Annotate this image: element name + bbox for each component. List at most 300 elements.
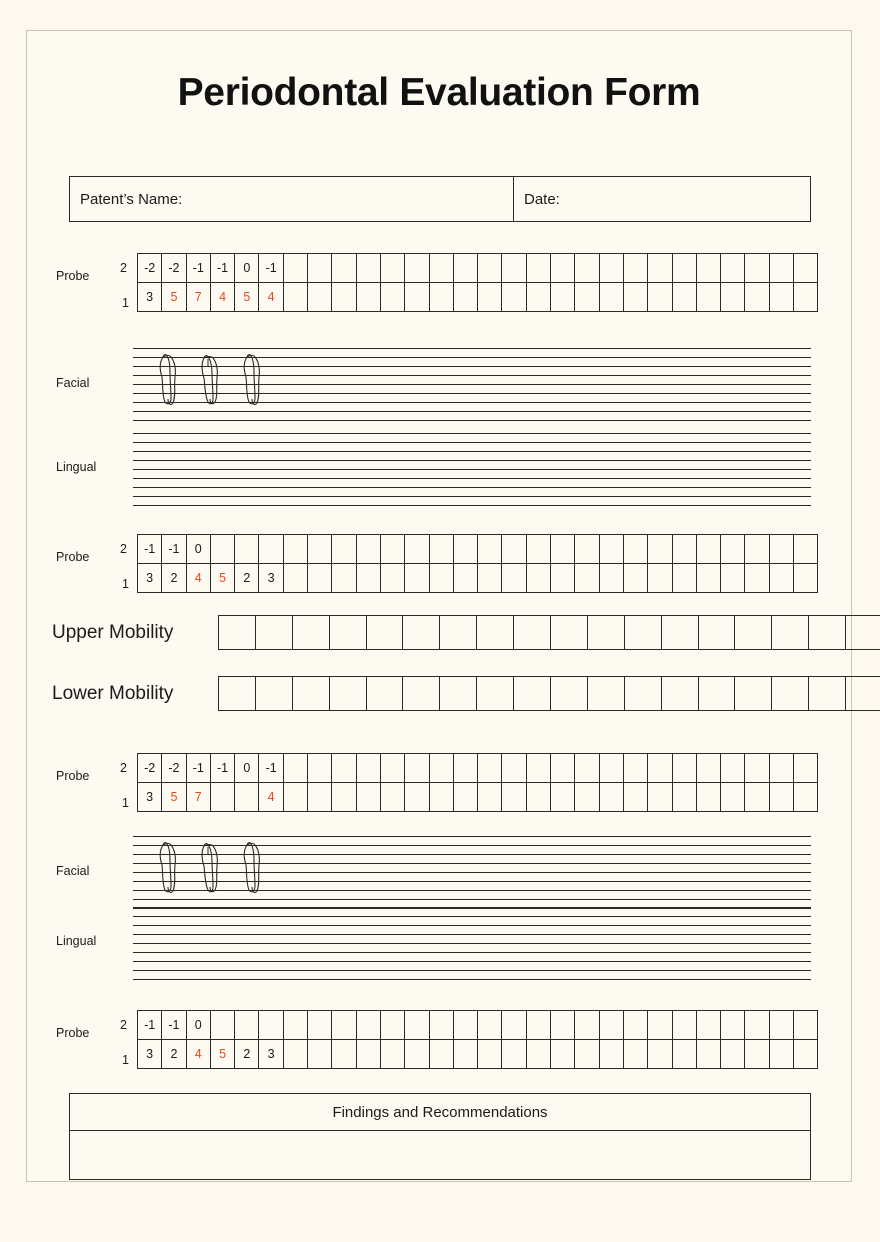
probe-cell[interactable]	[745, 535, 769, 563]
probe-cell[interactable]: 2	[235, 564, 259, 592]
lower-lingual-label: Lingual	[56, 934, 97, 948]
chart-rule-line	[133, 469, 811, 470]
probe-cell[interactable]	[745, 564, 769, 592]
probe-cell[interactable]	[259, 535, 283, 563]
probe-cell[interactable]	[381, 783, 405, 811]
probe-cell[interactable]	[624, 283, 648, 311]
chart-rule-line	[133, 925, 811, 926]
mobility-cell[interactable]	[588, 616, 625, 649]
probe-cell[interactable]: -1	[162, 535, 186, 563]
probe-cell[interactable]	[575, 1040, 599, 1068]
probe-cell[interactable]: 2	[235, 1040, 259, 1068]
tooth-sketch-upper-2	[199, 353, 231, 408]
probe-cell[interactable]	[478, 1011, 502, 1039]
probe-cell[interactable]	[454, 783, 478, 811]
mobility-cell[interactable]	[367, 616, 404, 649]
probe-cell[interactable]	[624, 564, 648, 592]
lower-probe-bottom-label: Probe	[56, 1026, 90, 1040]
mobility-cell[interactable]	[551, 616, 588, 649]
mobility-cell[interactable]	[551, 677, 588, 710]
probe-cell[interactable]	[454, 1040, 478, 1068]
probe-cell[interactable]	[235, 535, 259, 563]
probe-cell[interactable]	[624, 254, 648, 282]
probe-cell[interactable]	[308, 254, 332, 282]
probe-cell[interactable]	[575, 535, 599, 563]
probe-cell[interactable]	[332, 1011, 356, 1039]
chart-rule-line	[133, 402, 811, 403]
probe-cell[interactable]	[211, 1011, 235, 1039]
probe-cell[interactable]: 5	[235, 283, 259, 311]
probe-cell[interactable]	[381, 564, 405, 592]
probe-cell[interactable]	[454, 535, 478, 563]
probe-cell[interactable]	[624, 754, 648, 782]
probe-cell[interactable]	[527, 754, 551, 782]
probe-cell[interactable]	[770, 535, 794, 563]
chart-rule-line	[133, 907, 811, 908]
probe-cell[interactable]: 5	[211, 1040, 235, 1068]
probe-cell[interactable]	[332, 754, 356, 782]
probe-cell[interactable]	[673, 1011, 697, 1039]
probe-cell[interactable]	[357, 754, 381, 782]
probe-cell[interactable]	[332, 283, 356, 311]
probe-cell[interactable]: 3	[138, 1040, 162, 1068]
probe-cell[interactable]	[332, 783, 356, 811]
probe-cell[interactable]: 4	[211, 283, 235, 311]
mobility-cell[interactable]	[256, 677, 293, 710]
probe-cell[interactable]	[357, 254, 381, 282]
mobility-cell[interactable]	[219, 616, 256, 649]
probe-cell[interactable]	[721, 754, 745, 782]
probe-cell[interactable]	[308, 564, 332, 592]
probe-cell[interactable]: 0	[235, 254, 259, 282]
probe-cell[interactable]	[527, 254, 551, 282]
probe-cell[interactable]	[430, 254, 454, 282]
patient-name-field[interactable]	[70, 177, 514, 221]
probe-cell[interactable]: -2	[138, 754, 162, 782]
probe-cell[interactable]: -2	[138, 254, 162, 282]
probe-cell[interactable]	[600, 564, 624, 592]
probe-cell[interactable]: -1	[259, 254, 283, 282]
probe-cell[interactable]: -2	[162, 754, 186, 782]
probe-cell[interactable]: 2	[162, 1040, 186, 1068]
probe-cell[interactable]	[454, 283, 478, 311]
probe-cell[interactable]: -1	[259, 754, 283, 782]
mobility-cell[interactable]	[735, 616, 772, 649]
probe-cell[interactable]	[357, 1040, 381, 1068]
probe-cell[interactable]	[794, 564, 818, 592]
probe-cell[interactable]	[235, 783, 259, 811]
lower-mobility-grid[interactable]	[218, 676, 880, 711]
upper-probe-bottom-row2-number: 2	[120, 542, 127, 556]
probe-cell[interactable]	[381, 754, 405, 782]
probe-cell[interactable]	[673, 783, 697, 811]
probe-cell[interactable]	[430, 783, 454, 811]
mobility-cell[interactable]	[219, 677, 256, 710]
probe-cell[interactable]	[502, 535, 526, 563]
probe-cell[interactable]	[600, 283, 624, 311]
probe-cell[interactable]: 5	[211, 564, 235, 592]
probe-cell[interactable]	[600, 754, 624, 782]
probe-cell[interactable]	[648, 754, 672, 782]
probe-cell[interactable]: 3	[138, 283, 162, 311]
lower-probe-top-row2-grid[interactable]	[137, 753, 818, 782]
mobility-cell[interactable]	[846, 616, 880, 649]
probe-cell[interactable]	[551, 283, 575, 311]
probe-cell[interactable]: 5	[162, 283, 186, 311]
probe-cell[interactable]	[575, 1011, 599, 1039]
probe-cell[interactable]	[697, 254, 721, 282]
mobility-cell[interactable]	[514, 677, 551, 710]
probe-cell[interactable]	[551, 783, 575, 811]
probe-cell[interactable]	[308, 754, 332, 782]
probe-cell[interactable]	[430, 1011, 454, 1039]
probe-cell[interactable]	[308, 783, 332, 811]
probe-cell[interactable]: 3	[138, 564, 162, 592]
probe-cell[interactable]	[527, 783, 551, 811]
mobility-cell[interactable]	[403, 616, 440, 649]
probe-cell[interactable]	[551, 254, 575, 282]
probe-cell[interactable]	[405, 1040, 429, 1068]
probe-cell[interactable]: 2	[162, 564, 186, 592]
probe-cell[interactable]: -1	[187, 754, 211, 782]
mobility-cell[interactable]	[625, 616, 662, 649]
probe-cell[interactable]	[745, 254, 769, 282]
probe-cell[interactable]	[381, 254, 405, 282]
chart-rule-line	[133, 970, 811, 971]
probe-cell[interactable]	[430, 283, 454, 311]
probe-cell[interactable]	[794, 254, 818, 282]
probe-cell[interactable]	[673, 254, 697, 282]
probe-cell[interactable]	[527, 564, 551, 592]
probe-cell[interactable]	[308, 283, 332, 311]
chart-rule-line	[133, 357, 811, 358]
probe-cell[interactable]	[624, 1011, 648, 1039]
probe-cell[interactable]	[430, 1040, 454, 1068]
mobility-cell[interactable]	[662, 616, 699, 649]
probe-cell[interactable]	[600, 783, 624, 811]
probe-cell[interactable]: -1	[211, 754, 235, 782]
probe-cell[interactable]	[648, 1040, 672, 1068]
mobility-cell[interactable]	[662, 677, 699, 710]
probe-cell[interactable]	[527, 1011, 551, 1039]
probe-cell[interactable]	[284, 535, 308, 563]
probe-cell[interactable]	[697, 754, 721, 782]
lower-probe-top-row1-grid[interactable]	[137, 782, 818, 812]
probe-cell[interactable]	[600, 1011, 624, 1039]
probe-cell[interactable]: 3	[138, 783, 162, 811]
probe-cell[interactable]: 7	[187, 283, 211, 311]
upper-probe-bottom-row1-number: 1	[122, 577, 129, 591]
probe-cell[interactable]	[600, 535, 624, 563]
upper-probe-bottom-row2-grid[interactable]	[137, 534, 818, 563]
probe-cell[interactable]	[478, 564, 502, 592]
probe-cell[interactable]	[721, 283, 745, 311]
probe-cell[interactable]	[502, 1011, 526, 1039]
mobility-cell[interactable]	[440, 677, 477, 710]
lower-probe-bottom-row1-grid[interactable]	[137, 1039, 818, 1069]
probe-cell[interactable]	[502, 283, 526, 311]
probe-cell[interactable]	[624, 535, 648, 563]
upper-mobility-grid[interactable]	[218, 615, 880, 650]
probe-cell[interactable]	[502, 1040, 526, 1068]
mobility-cell[interactable]	[772, 677, 809, 710]
probe-cell[interactable]	[575, 283, 599, 311]
probe-cell[interactable]	[211, 783, 235, 811]
probe-cell[interactable]	[794, 1040, 818, 1068]
probe-cell[interactable]	[600, 254, 624, 282]
probe-cell[interactable]	[770, 254, 794, 282]
probe-cell[interactable]	[697, 564, 721, 592]
probe-cell[interactable]	[551, 1011, 575, 1039]
probe-cell[interactable]	[430, 754, 454, 782]
probe-cell[interactable]	[357, 564, 381, 592]
probe-cell[interactable]	[454, 754, 478, 782]
probe-cell[interactable]	[648, 535, 672, 563]
probe-cell[interactable]	[770, 754, 794, 782]
probe-cell[interactable]	[405, 754, 429, 782]
chart-rule-line	[133, 952, 811, 953]
probe-cell[interactable]	[697, 1040, 721, 1068]
probe-cell[interactable]: 4	[187, 1040, 211, 1068]
upper-probe-top-label: Probe	[56, 269, 90, 283]
probe-cell[interactable]	[502, 564, 526, 592]
mobility-cell[interactable]	[735, 677, 772, 710]
probe-cell[interactable]	[430, 535, 454, 563]
mobility-cell[interactable]	[367, 677, 404, 710]
probe-cell[interactable]	[357, 535, 381, 563]
probe-cell[interactable]	[673, 754, 697, 782]
probe-cell[interactable]	[284, 283, 308, 311]
probe-cell[interactable]	[502, 754, 526, 782]
probe-cell[interactable]	[454, 254, 478, 282]
probe-cell[interactable]	[600, 1040, 624, 1068]
probe-cell[interactable]: 4	[259, 783, 283, 811]
probe-cell[interactable]	[381, 283, 405, 311]
probe-cell[interactable]	[284, 1040, 308, 1068]
probe-cell[interactable]	[405, 535, 429, 563]
probe-cell[interactable]	[357, 1011, 381, 1039]
mobility-cell[interactable]	[809, 616, 846, 649]
mobility-cell[interactable]	[588, 677, 625, 710]
form-sheet	[26, 30, 852, 1182]
probe-cell[interactable]	[284, 783, 308, 811]
probe-cell[interactable]	[794, 283, 818, 311]
probe-cell[interactable]	[551, 564, 575, 592]
chart-rule-line	[133, 496, 811, 497]
chart-rule-line	[133, 881, 811, 882]
probe-cell[interactable]	[697, 283, 721, 311]
probe-cell[interactable]	[575, 564, 599, 592]
probe-cell[interactable]	[770, 1040, 794, 1068]
probe-cell[interactable]	[308, 535, 332, 563]
probe-cell[interactable]	[697, 783, 721, 811]
probe-cell[interactable]	[235, 1011, 259, 1039]
mobility-cell[interactable]	[772, 616, 809, 649]
mobility-cell[interactable]	[514, 616, 551, 649]
probe-cell[interactable]	[502, 254, 526, 282]
probe-cell[interactable]: 4	[187, 564, 211, 592]
probe-cell[interactable]	[721, 783, 745, 811]
probe-cell[interactable]	[745, 783, 769, 811]
mobility-cell[interactable]	[699, 616, 736, 649]
mobility-cell[interactable]	[477, 616, 514, 649]
probe-cell[interactable]	[721, 564, 745, 592]
probe-cell[interactable]	[502, 783, 526, 811]
probe-cell[interactable]: -1	[162, 1011, 186, 1039]
probe-cell[interactable]	[381, 535, 405, 563]
probe-cell[interactable]: 0	[187, 535, 211, 563]
probe-cell[interactable]	[575, 254, 599, 282]
probe-cell[interactable]	[648, 254, 672, 282]
probe-cell[interactable]	[454, 1011, 478, 1039]
upper-probe-bottom-row1-grid[interactable]	[137, 563, 818, 593]
probe-cell[interactable]: 0	[187, 1011, 211, 1039]
probe-cell[interactable]: 3	[259, 564, 283, 592]
probe-cell[interactable]	[308, 1011, 332, 1039]
probe-cell[interactable]: 3	[259, 1040, 283, 1068]
probe-cell[interactable]	[332, 564, 356, 592]
probe-cell[interactable]	[648, 783, 672, 811]
probe-cell[interactable]	[284, 254, 308, 282]
probe-cell[interactable]	[527, 283, 551, 311]
probe-cell[interactable]	[405, 283, 429, 311]
chart-rule-line	[133, 478, 811, 479]
probe-cell[interactable]	[745, 283, 769, 311]
mobility-cell[interactable]	[846, 677, 880, 710]
probe-cell[interactable]	[527, 535, 551, 563]
probe-cell[interactable]	[478, 535, 502, 563]
probe-cell[interactable]	[721, 535, 745, 563]
probe-cell[interactable]	[405, 254, 429, 282]
probe-cell[interactable]	[673, 1040, 697, 1068]
mobility-cell[interactable]	[625, 677, 662, 710]
probe-cell[interactable]	[648, 564, 672, 592]
probe-cell[interactable]	[673, 564, 697, 592]
chart-rule-line	[133, 366, 811, 367]
date-field[interactable]	[514, 177, 810, 221]
probe-cell[interactable]	[648, 1011, 672, 1039]
probe-cell[interactable]	[284, 1011, 308, 1039]
probe-cell[interactable]	[478, 254, 502, 282]
probe-cell[interactable]	[794, 783, 818, 811]
probe-cell[interactable]	[211, 535, 235, 563]
probe-cell[interactable]	[332, 535, 356, 563]
mobility-cell[interactable]	[403, 677, 440, 710]
probe-cell[interactable]	[648, 283, 672, 311]
probe-cell[interactable]: 7	[187, 783, 211, 811]
probe-cell[interactable]	[284, 754, 308, 782]
chart-rule-line	[133, 460, 811, 461]
chart-rule-line	[133, 411, 811, 412]
probe-cell[interactable]	[721, 1011, 745, 1039]
probe-cell[interactable]: -1	[187, 254, 211, 282]
probe-cell[interactable]	[721, 1040, 745, 1068]
probe-cell[interactable]: -1	[138, 1011, 162, 1039]
probe-cell[interactable]	[478, 754, 502, 782]
upper-facial-label: Facial	[56, 376, 90, 390]
lower-probe-bottom-row1-number: 1	[122, 1053, 129, 1067]
chart-rule-line	[133, 854, 811, 855]
mobility-cell[interactable]	[699, 677, 736, 710]
probe-cell[interactable]	[405, 1011, 429, 1039]
probe-cell[interactable]	[673, 283, 697, 311]
probe-cell[interactable]	[551, 754, 575, 782]
probe-cell[interactable]	[332, 1040, 356, 1068]
probe-cell[interactable]	[697, 1011, 721, 1039]
probe-cell[interactable]	[551, 1040, 575, 1068]
probe-cell[interactable]	[770, 783, 794, 811]
probe-cell[interactable]	[478, 283, 502, 311]
probe-cell[interactable]	[551, 535, 575, 563]
probe-cell[interactable]	[357, 783, 381, 811]
mobility-cell[interactable]	[440, 616, 477, 649]
probe-cell[interactable]	[794, 754, 818, 782]
probe-cell[interactable]	[357, 283, 381, 311]
probe-cell[interactable]: -1	[138, 535, 162, 563]
probe-cell[interactable]	[527, 1040, 551, 1068]
probe-cell[interactable]	[575, 783, 599, 811]
probe-cell[interactable]	[332, 254, 356, 282]
upper-probe-top-row1-grid[interactable]	[137, 282, 818, 312]
probe-cell[interactable]	[770, 1011, 794, 1039]
chart-rule-line	[133, 487, 811, 488]
probe-cell[interactable]	[430, 564, 454, 592]
mobility-cell[interactable]	[293, 677, 330, 710]
probe-cell[interactable]: -1	[211, 254, 235, 282]
mobility-cell[interactable]	[256, 616, 293, 649]
probe-cell[interactable]	[721, 254, 745, 282]
tooth-sketch-lower-2	[199, 841, 231, 896]
probe-cell[interactable]: 0	[235, 754, 259, 782]
chart-rule-line	[133, 934, 811, 935]
mobility-cell[interactable]	[809, 677, 846, 710]
probe-cell[interactable]	[259, 1011, 283, 1039]
probe-cell[interactable]	[284, 564, 308, 592]
probe-cell[interactable]	[478, 1040, 502, 1068]
probe-cell[interactable]	[770, 283, 794, 311]
mobility-cell[interactable]	[477, 677, 514, 710]
probe-cell[interactable]	[624, 783, 648, 811]
probe-cell[interactable]	[745, 1040, 769, 1068]
page-title: Periodontal Evaluation Form	[177, 71, 701, 114]
probe-cell[interactable]	[794, 535, 818, 563]
probe-cell[interactable]	[770, 564, 794, 592]
mobility-cell[interactable]	[330, 677, 367, 710]
probe-cell[interactable]	[745, 1011, 769, 1039]
mobility-cell[interactable]	[293, 616, 330, 649]
probe-cell[interactable]	[381, 1011, 405, 1039]
probe-cell[interactable]	[794, 1011, 818, 1039]
probe-cell[interactable]	[308, 1040, 332, 1068]
probe-cell[interactable]	[697, 535, 721, 563]
lower-probe-bottom-row2-grid[interactable]	[137, 1010, 818, 1039]
probe-cell[interactable]	[673, 535, 697, 563]
probe-cell[interactable]	[624, 1040, 648, 1068]
probe-cell[interactable]	[405, 564, 429, 592]
probe-cell[interactable]	[381, 1040, 405, 1068]
probe-cell[interactable]: 5	[162, 783, 186, 811]
probe-cell[interactable]	[478, 783, 502, 811]
probe-cell[interactable]	[405, 783, 429, 811]
probe-cell[interactable]	[575, 754, 599, 782]
probe-cell[interactable]	[454, 564, 478, 592]
probe-cell[interactable]	[745, 754, 769, 782]
mobility-cell[interactable]	[330, 616, 367, 649]
probe-cell[interactable]: -2	[162, 254, 186, 282]
upper-probe-top-row2-grid[interactable]	[137, 253, 818, 282]
probe-cell[interactable]: 4	[259, 283, 283, 311]
findings-input[interactable]	[70, 1131, 810, 1179]
